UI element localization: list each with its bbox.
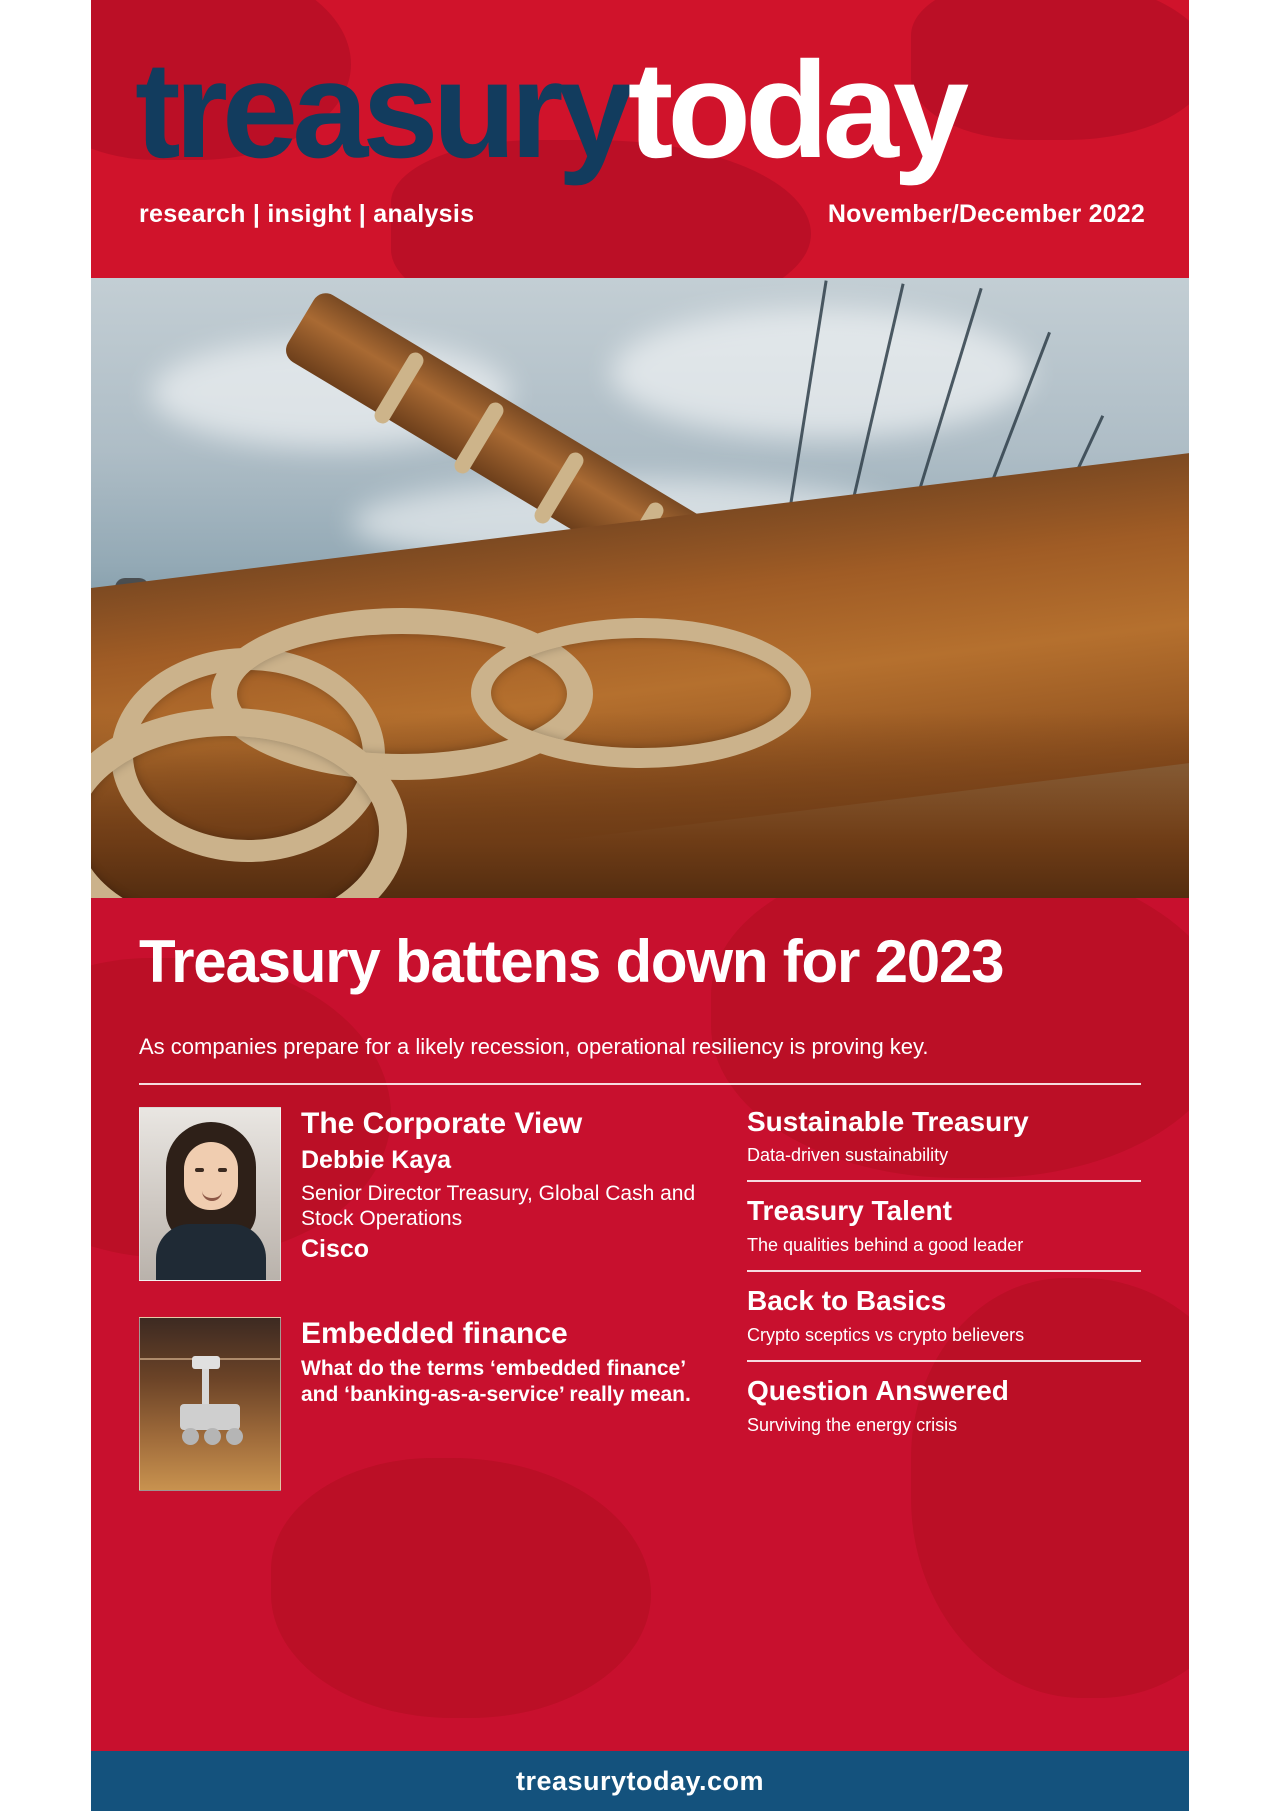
divider: [139, 1083, 1141, 1085]
logo-today-text: today: [627, 34, 964, 187]
portrait-debbie-kaya-image: [139, 1107, 281, 1281]
footer-bar: [91, 1751, 1189, 1811]
issue-date: November/December 2022: [827, 200, 1145, 228]
side-item-title: Back to Basics: [747, 1285, 947, 1317]
map-decoration: [271, 1458, 651, 1718]
divider: [747, 1180, 1141, 1182]
mars-rover-image: [139, 1317, 281, 1491]
magazine-cover: [91, 0, 1189, 1811]
feature-person-name: Debbie Kaya: [301, 1145, 452, 1174]
feature-embedded-finance[interactable]: [139, 1317, 699, 1491]
masthead: [91, 0, 1189, 278]
side-item-subtitle: Surviving the energy crisis: [747, 1414, 958, 1435]
feature-text: [301, 1107, 699, 1281]
side-item-title: Question Answered: [747, 1375, 1009, 1407]
feature-description: What do the terms ‘embedded finance’ and ‘banking-as-a-service’ really mean.: [301, 1356, 691, 1406]
feature-text: [301, 1317, 699, 1491]
side-item-subtitle: Data-driven sustainability: [747, 1145, 949, 1166]
feature-title: The Corporate View: [301, 1106, 583, 1140]
side-item-title: Sustainable Treasury: [747, 1105, 1029, 1137]
subtitle: As companies prepare for a likely recession, operational resiliency is proving key.: [139, 1034, 929, 1060]
divider: [747, 1360, 1141, 1362]
rover-head: [192, 1356, 220, 1369]
tagline: research | insight | analysis: [139, 200, 475, 228]
side-item-sustainable-treasury[interactable]: [747, 1107, 1141, 1181]
side-item-subtitle: The qualities behind a good leader: [747, 1235, 1024, 1256]
cover-photo-sailing-ship: [91, 278, 1189, 898]
feature-corporate-view[interactable]: [139, 1107, 699, 1281]
side-item-treasury-talent[interactable]: [747, 1196, 1141, 1270]
portrait-shoulders: [156, 1224, 266, 1281]
page-title: Treasury battens down for 2023: [139, 928, 1004, 995]
portrait-eye-left: [195, 1168, 204, 1172]
side-item-subtitle: Crypto sceptics vs crypto believers: [747, 1325, 1025, 1346]
portrait-eye-right: [218, 1168, 227, 1172]
feature-column-left: [139, 1107, 699, 1491]
side-item-title: Treasury Talent: [747, 1195, 952, 1227]
feature-columns: [139, 1107, 1141, 1491]
divider: [747, 1270, 1141, 1272]
logo-treasury-text: treasury: [135, 34, 628, 187]
side-item-back-to-basics[interactable]: [747, 1286, 1141, 1360]
rope-coil: [471, 618, 811, 768]
rover-wheel: [226, 1428, 243, 1445]
feature-person-role: Senior Director Treasury, Global Cash and Stock Operations: [301, 1181, 696, 1230]
rover-wheel: [182, 1428, 199, 1445]
side-item-question-answered[interactable]: [747, 1376, 1141, 1450]
logo: [135, 34, 1147, 187]
website-url[interactable]: treasurytoday.com: [515, 1765, 765, 1796]
feature-title: Embedded finance: [301, 1316, 568, 1350]
rover-wheel: [204, 1428, 221, 1445]
feature-column-right: [747, 1107, 1141, 1491]
feature-person-company: Cisco: [301, 1235, 370, 1264]
rover-body: [180, 1404, 240, 1430]
cover-content: [91, 898, 1189, 1751]
rover-mast: [202, 1366, 209, 1406]
